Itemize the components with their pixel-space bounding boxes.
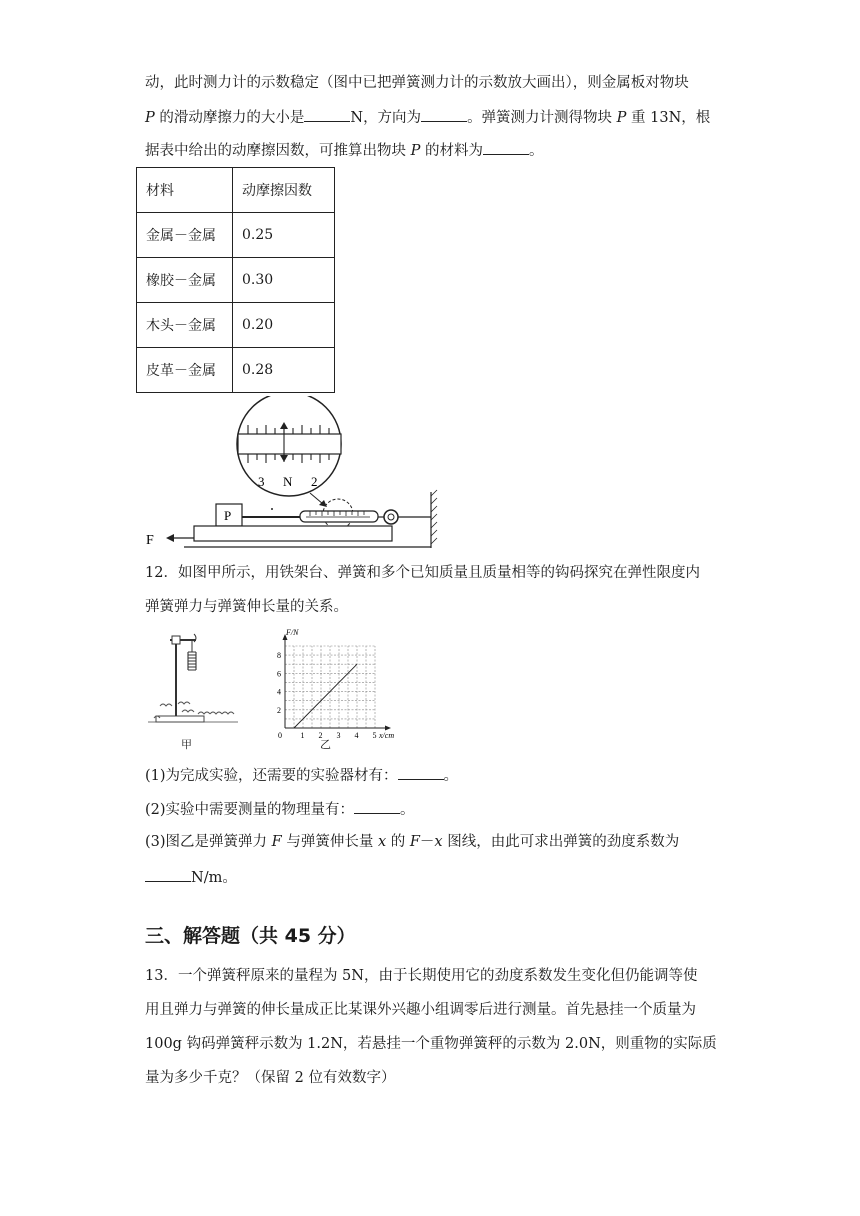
q12-intro-2 bbox=[145, 597, 348, 617]
var-p: P bbox=[410, 143, 421, 159]
y-tick-label: 4 bbox=[277, 687, 281, 697]
answer-blank[interactable] bbox=[398, 764, 444, 780]
answer-blank[interactable] bbox=[145, 866, 191, 882]
q13-line-4 bbox=[145, 1068, 395, 1088]
x-tick-label: 1 bbox=[300, 731, 305, 740]
section-heading: 三、解答题（共 45 分） bbox=[145, 925, 356, 947]
q12-text: 图线，由此可求出弹簧的劲度系数为 bbox=[442, 834, 680, 850]
friction-table bbox=[136, 167, 335, 393]
y-tick-label: 6 bbox=[277, 669, 281, 679]
table-header-row bbox=[137, 168, 335, 213]
metal-plate bbox=[194, 526, 392, 541]
y-tick-label: 8 bbox=[277, 651, 281, 661]
q12-text: 12．如图甲所示，用铁架台、弹簧和多个已知质量且质量相等的钩码探究在弹性限度内 bbox=[145, 565, 700, 581]
table-header-cell: 材料 bbox=[137, 168, 233, 213]
caption-jia: 甲 bbox=[181, 738, 192, 751]
fx-chart bbox=[270, 628, 405, 746]
q13-text: 用且弹力与弹簧的伸长量成正比某课外兴趣小组调零后进行测量。首先悬挂一个质量为 bbox=[145, 1002, 696, 1018]
table-cell: 0.28 bbox=[233, 348, 335, 393]
var-f: F bbox=[271, 834, 282, 850]
x-axis-arrow bbox=[385, 726, 391, 731]
q11-text: 的材料为 bbox=[420, 143, 483, 159]
answer-blank[interactable] bbox=[304, 106, 350, 122]
x-axis-label: x/cm bbox=[379, 731, 395, 740]
spring-scale-figure bbox=[140, 396, 440, 552]
q11-text: 重 13N，根 bbox=[626, 110, 711, 126]
q11-text: 动，此时测力计的示数稳定（图中已把弹簧测力计的示数放大画出），则金属板对物块 bbox=[145, 75, 689, 91]
answer-blank[interactable] bbox=[354, 798, 400, 814]
q11-line-3 bbox=[145, 139, 543, 161]
q11-text: 据表中给出的动摩擦因数，可推算出物块 bbox=[145, 143, 411, 159]
q13-line-3 bbox=[145, 1034, 717, 1054]
table-row bbox=[137, 348, 335, 393]
q13-line-2 bbox=[145, 1000, 696, 1020]
var-x: x bbox=[377, 834, 387, 850]
spring-scale bbox=[236, 508, 431, 524]
q13-text: 量为多少千克？（保留 2 位有效数字） bbox=[145, 1070, 396, 1086]
answer-blank[interactable] bbox=[421, 106, 467, 122]
x-tick-label: 4 bbox=[354, 731, 359, 740]
x-tick-label: 2 bbox=[318, 731, 323, 740]
q12-text: 的 bbox=[386, 834, 410, 850]
table-cell: 皮革－金属 bbox=[137, 348, 233, 393]
q12-text: (3)图乙是弹簧弹力 bbox=[145, 834, 272, 850]
table-header-cell: 动摩擦因数 bbox=[233, 168, 335, 213]
x-tick-label: 3 bbox=[336, 731, 341, 740]
q12-sub-3-cont bbox=[145, 866, 237, 888]
q12-text: N/m。 bbox=[191, 870, 237, 886]
table-cell: 0.25 bbox=[233, 213, 335, 258]
scale-label-2: 2 bbox=[311, 474, 318, 489]
q12-intro-1 bbox=[145, 563, 700, 583]
var-p: P bbox=[616, 110, 627, 126]
q13-text: 13．一个弹簧秤原来的量程为 5N，由于长期使用它的劲度系数发生变化但仍能调等使 bbox=[145, 968, 698, 984]
q12-sub-3 bbox=[145, 832, 679, 852]
q12-text: 弹簧弹力与弹簧伸长量的关系。 bbox=[145, 599, 348, 615]
table-cell: 0.20 bbox=[233, 303, 335, 348]
q12-text: (1)为完成实验，还需要的实验器材有： bbox=[145, 768, 398, 784]
var-x: x bbox=[434, 834, 443, 850]
q13-line-1 bbox=[145, 966, 697, 986]
y-tick-label: 2 bbox=[277, 705, 281, 715]
table-cell: 0.30 bbox=[233, 258, 335, 303]
answer-blank[interactable] bbox=[483, 139, 529, 155]
table-row bbox=[137, 213, 335, 258]
table-row bbox=[137, 303, 335, 348]
q11-text: N，方向为 bbox=[350, 110, 422, 126]
q11-text: 。弹簧测力计测得物块 bbox=[467, 110, 617, 126]
caption-yi: 乙 bbox=[320, 738, 331, 751]
q11-text: 的滑动摩擦力的大小是 bbox=[154, 110, 305, 126]
q12-text: 。 bbox=[443, 768, 459, 784]
q11-text: 。 bbox=[528, 143, 544, 159]
q12-sub-1 bbox=[145, 764, 458, 786]
q11-line-1 bbox=[145, 73, 689, 93]
iron-stand-figure bbox=[148, 630, 244, 730]
q12-sub-2 bbox=[145, 798, 415, 820]
q11-line-2 bbox=[145, 106, 710, 128]
block-label: P bbox=[224, 508, 232, 523]
series-line bbox=[294, 664, 357, 728]
q12-text: － bbox=[419, 834, 435, 850]
table-cell: 金属－金属 bbox=[137, 213, 233, 258]
var-f: F bbox=[409, 834, 420, 850]
table-cell: 橡胶－金属 bbox=[137, 258, 233, 303]
table-cell: 木头－金属 bbox=[137, 303, 233, 348]
scale-label-n: N bbox=[283, 474, 293, 489]
x-tick-label: 5 bbox=[372, 731, 377, 740]
q12-text: 。 bbox=[400, 802, 415, 818]
x-tick-label: 0 bbox=[278, 731, 282, 740]
q13-text: 100g 钩码弹簧秤示数为 1.2N，若悬挂一个重物弹簧秤的示数为 2.0N，则重物的实际质 bbox=[145, 1036, 717, 1052]
table-row bbox=[137, 258, 335, 303]
q12-text: 与弹簧伸长量 bbox=[281, 834, 378, 850]
q12-text: (2)实验中需要测量的物理量有： bbox=[145, 802, 355, 818]
var-p: P bbox=[145, 110, 155, 126]
y-axis-label: F/N bbox=[286, 628, 299, 637]
scale-label-3: 3 bbox=[258, 474, 265, 489]
force-label: F bbox=[146, 533, 154, 548]
